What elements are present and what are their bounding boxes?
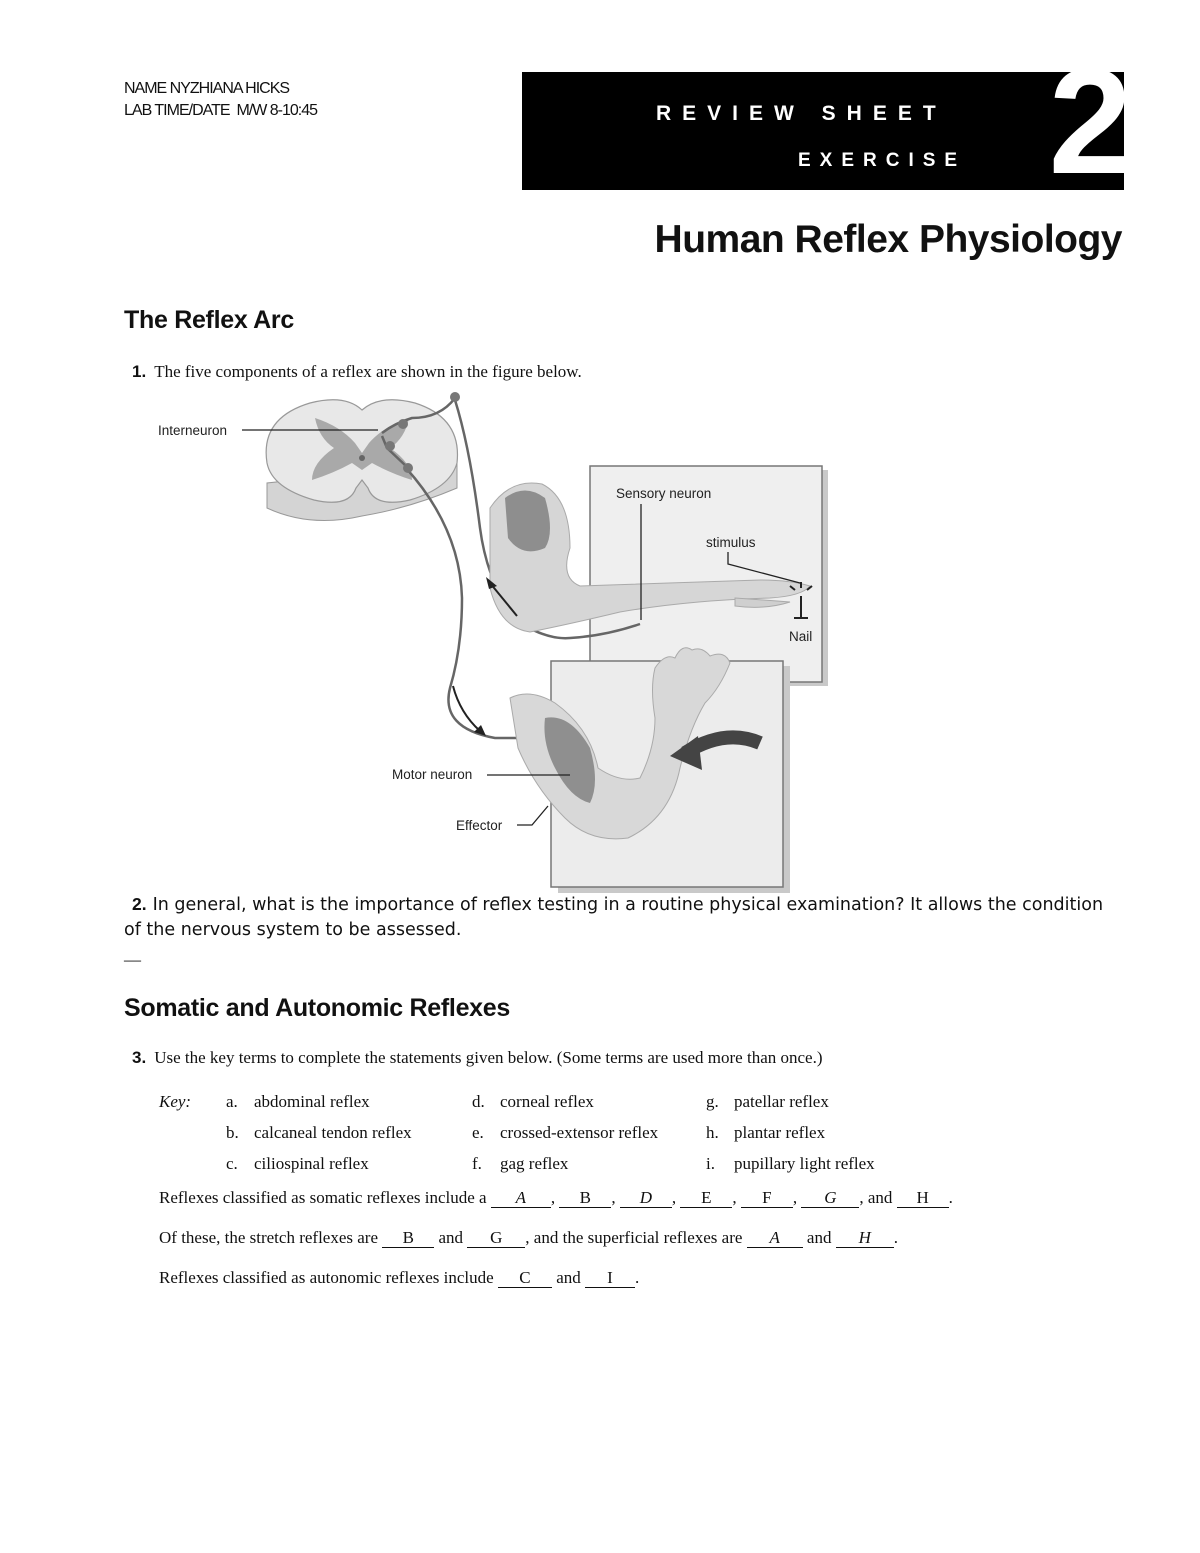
statement-autonomic: Reflexes classified as autonomic reflexes include C and I . xyxy=(159,1268,640,1287)
answer-blank[interactable]: F xyxy=(741,1189,793,1208)
answer-blank[interactable]: C xyxy=(498,1269,552,1288)
answer-blank[interactable]: E xyxy=(680,1189,732,1208)
key-item: d. corneal reflex xyxy=(472,1092,594,1111)
key-item: i. pupillary light reflex xyxy=(706,1154,875,1173)
key-item: c. ciliospinal reflex xyxy=(226,1154,369,1173)
answer-blank[interactable]: G xyxy=(801,1189,859,1208)
reflex-arc-figure xyxy=(150,388,840,893)
key-item: f. gag reflex xyxy=(472,1154,569,1173)
answer-blank[interactable]: G xyxy=(467,1229,525,1248)
key-item: e. crossed-extensor reflex xyxy=(472,1123,659,1142)
lab-time-line: LAB TIME/DATE M/W 8-10:45 xyxy=(124,102,318,119)
motor-neuron-label: Motor neuron xyxy=(392,767,473,782)
question-1 xyxy=(132,362,582,382)
key-column-2 xyxy=(472,1086,658,1179)
key-column-3 xyxy=(706,1086,875,1179)
key-item: b. calcaneal tendon reflex xyxy=(226,1123,412,1142)
question-2-number: 2. xyxy=(132,894,147,914)
effector-label: Effector xyxy=(456,818,503,833)
section-heading-reflex-arc: The Reflex Arc xyxy=(124,306,294,334)
nail-label: Nail xyxy=(789,629,813,644)
statement-stretch-superficial: Of these, the stretch reflexes are B and G , and the superficial reflexes are A and H . xyxy=(159,1228,898,1247)
review-sheet-banner xyxy=(522,37,1132,205)
section-heading-somatic-autonomic: Somatic and Autonomic Reflexes xyxy=(124,994,510,1022)
question-3-text: Use the key terms to complete the statements given below. (Some terms are used more than once.) xyxy=(154,1048,823,1067)
question-1-text: The five components of a reflex are shown in the figure below. xyxy=(154,362,582,381)
question-1-number: 1. xyxy=(132,362,147,381)
question-3-number: 3. xyxy=(132,1048,147,1067)
name-line: NAME NYZHIANA HICKS xyxy=(124,80,290,97)
review-sheet-label: REVIEW SHEET xyxy=(656,102,947,125)
answer-blank[interactable]: B xyxy=(559,1189,611,1208)
spinal-cord-icon xyxy=(266,400,457,521)
answer-blank[interactable]: D xyxy=(620,1189,672,1208)
answer-blank[interactable]: H xyxy=(897,1189,949,1208)
sensory-neuron-label: Sensory neuron xyxy=(616,486,712,501)
answer-blank[interactable]: H xyxy=(836,1229,894,1248)
sensory-receptor-dot xyxy=(450,392,460,402)
exercise-number: 2 xyxy=(1048,37,1132,205)
answer-dash: — xyxy=(124,950,141,969)
answer-blank[interactable]: I xyxy=(585,1269,635,1288)
answer-blank[interactable]: A xyxy=(491,1189,551,1208)
key-label: Key: xyxy=(159,1092,192,1111)
answer-blank[interactable]: A xyxy=(747,1229,803,1248)
exercise-label: EXERCISE xyxy=(798,150,967,171)
answer-blank[interactable]: B xyxy=(382,1229,434,1248)
interneuron-label: Interneuron xyxy=(158,423,228,438)
key-item: a. abdominal reflex xyxy=(226,1092,370,1111)
stimulus-label: stimulus xyxy=(706,535,756,550)
key-item: h. plantar reflex xyxy=(706,1123,826,1142)
key-column-1 xyxy=(226,1086,412,1179)
statement-somatic: Reflexes classified as somatic reflexes include a A , B , D , E , F , G , and H . xyxy=(159,1188,953,1207)
page-title: Human Reflex Physiology xyxy=(654,218,1122,261)
question-2 xyxy=(124,892,1114,943)
question-2-text: In general, what is the importance of reflex testing in a routine physical examination? It allows the condition of the nervous system to be assessed. xyxy=(124,895,1104,940)
student-info xyxy=(124,78,317,122)
key-item: g. patellar reflex xyxy=(706,1092,829,1111)
motor-direction-arrow xyxy=(453,686,480,731)
question-3 xyxy=(132,1048,823,1068)
